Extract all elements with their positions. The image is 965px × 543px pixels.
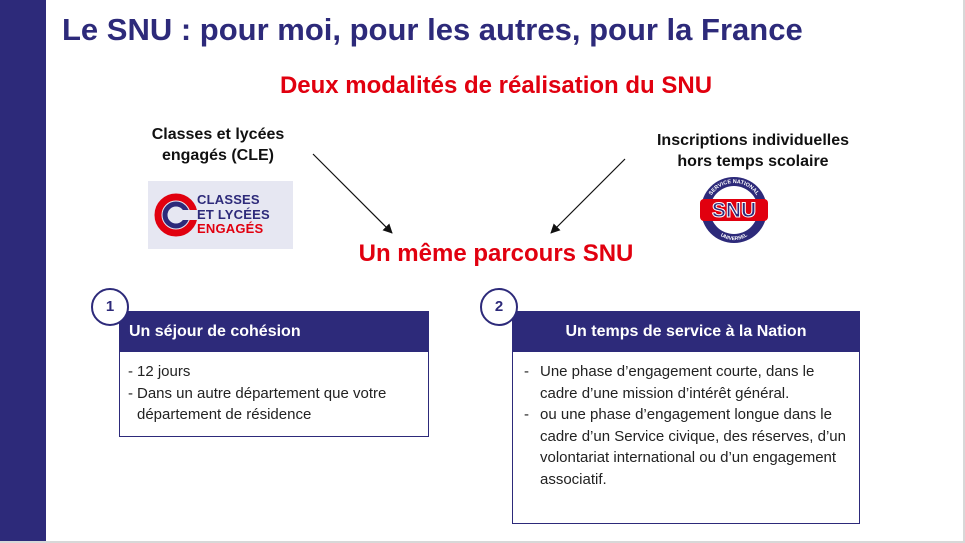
step-card-1 [119,311,429,437]
step-card-2 [512,311,860,524]
step-2-item: - ou une phase d’engagement longue dans le cadre d’un Service civique, des réserves, d’un volontariat international ou d’un engagement associatif. [524,406,846,488]
step-1-item: - 12 jours [128,363,191,380]
cle-logo-line3: ENGAGÉS [197,221,264,236]
cle-logo-text [197,193,270,237]
step-1-list [128,361,420,426]
step-card-1-body [120,352,428,426]
step-1-item: - Dans un autre département que votre département de résidence [128,384,387,423]
step-number-2: 2 [480,288,518,326]
right-arrow [551,159,625,233]
step-card-1-title: Un séjour de cohésion [120,312,428,352]
cle-option-label [128,124,308,166]
cle-logo [148,181,293,249]
slide-subtitle: Deux modalités de réalisation du SNU [279,72,713,99]
common-path-heading: Un même parcours SNU [358,240,634,267]
step-2-item: - Une phase d’engagement courte, dans le cadre d’une mission d’intérêt général. [524,363,815,402]
individual-label-line2: hors temps scolaire [677,153,829,170]
step-number-1: 1 [91,288,129,326]
cle-logo-line1: CLASSES [197,192,260,207]
individual-option-label [628,130,878,172]
step-card-2-body [513,352,859,490]
slide-title: Le SNU : pour moi, pour les autres, pour la France [62,12,803,47]
left-accent-bar [0,0,46,543]
left-arrow [313,154,392,233]
individual-label-line1: Inscriptions individuelles [656,132,850,149]
step-2-list [521,361,849,490]
step-card-2-title: Un temps de service à la Nation [513,312,859,352]
cle-label-line1: Classes et lycées [151,126,285,143]
cle-logo-line2: ET LYCÉES [197,206,270,222]
snu-logo-text: SNU [711,199,757,222]
snu-ring-top-text: SERVICE NATIONAL [708,178,760,197]
cle-ring-logo-icon [154,193,198,237]
snu-ring-bottom-text: UNIVERSEL [719,232,749,243]
snu-roundel-logo-icon [694,175,774,245]
cle-label-line2: engagés (CLE) [161,147,274,164]
